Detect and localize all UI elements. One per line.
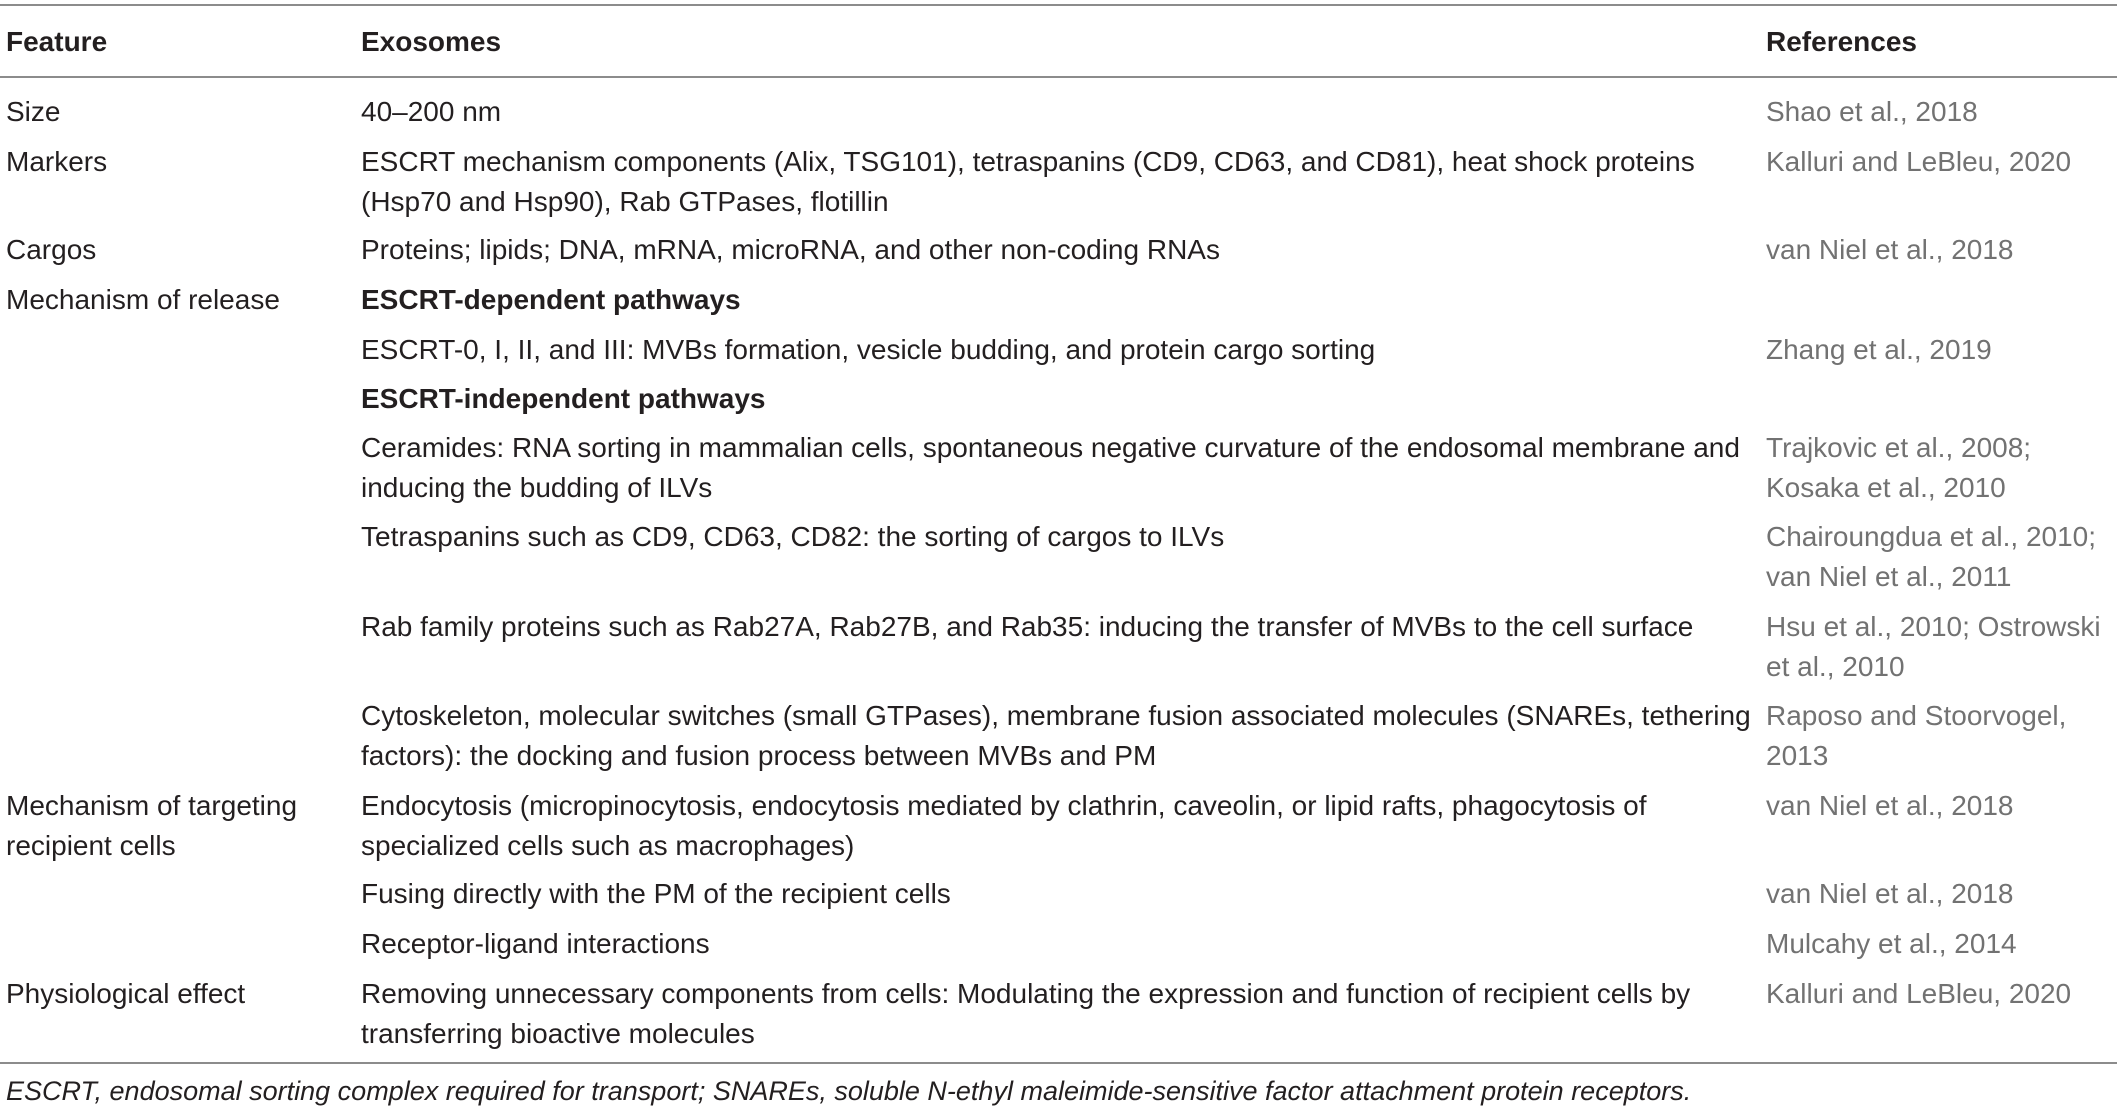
exosomes-cell: Tetraspanins such as CD9, CD63, CD82: the sorting of cargos to ILVs xyxy=(361,521,1225,552)
exosomes-cell: Endocytosis (micropinocytosis, endocytosis mediated by clathrin, caveolin, or lipid rafts, phagocytosis of specialized cells such as macrophages) xyxy=(361,790,1647,861)
reference-cell: Chairoungdua et al., 2010; van Niel et al., 2011 xyxy=(1766,521,2097,592)
column-header-exosomes: Exosomes xyxy=(361,26,502,57)
bottom-rule xyxy=(0,1062,2117,1064)
reference-cell: Zhang et al., 2019 xyxy=(1766,334,1992,365)
exosomes-cell: Ceramides: RNA sorting in mammalian cells, spontaneous negative curvature of the endosomal membrane and inducing the budding of ILVs xyxy=(361,432,1740,503)
reference-cell: van Niel et al., 2018 xyxy=(1766,234,2014,265)
exosomes-cell: Fusing directly with the PM of the recipient cells xyxy=(361,878,951,909)
subheading-cell: ESCRT-dependent pathways xyxy=(361,284,741,315)
column-header-references: References xyxy=(1766,26,1917,57)
feature-cell: Mechanism of targeting recipient cells xyxy=(6,790,298,861)
feature-cell: Size xyxy=(6,96,61,127)
exosomes-cell: Receptor-ligand interactions xyxy=(361,928,710,959)
exosomes-cell: Removing unnecessary components from cells: Modulating the expression and function of recipient cells by transferring bioactive molecules xyxy=(361,978,1691,1049)
reference-cell: Hsu et al., 2010; Ostrowski et al., 2010 xyxy=(1766,611,2101,682)
reference-cell: Mulcahy et al., 2014 xyxy=(1766,928,2017,959)
column-header-feature: Feature xyxy=(6,26,108,57)
subheading-cell: ESCRT-independent pathways xyxy=(361,383,766,414)
exosomes-cell: 40–200 nm xyxy=(361,96,502,127)
reference-cell: Trajkovic et al., 2008; Kosaka et al., 2010 xyxy=(1766,432,2032,503)
reference-cell: Kalluri and LeBleu, 2020 xyxy=(1766,978,2072,1009)
header-rule xyxy=(0,76,2117,78)
reference-cell: Shao et al., 2018 xyxy=(1766,96,1978,127)
table-footnote: ESCRT, endosomal sorting complex required for transport; SNAREs, soluble N-ethyl maleimide-sensitive factor attachment protein receptors. xyxy=(6,1076,1692,1106)
exosomes-cell: ESCRT-0, I, II, and III: MVBs formation, vesicle budding, and protein cargo sorting xyxy=(361,334,1376,365)
top-rule xyxy=(0,4,2117,6)
feature-cell: Physiological effect xyxy=(6,978,246,1009)
exosomes-cell: Proteins; lipids; DNA, mRNA, microRNA, and other non-coding RNAs xyxy=(361,234,1220,265)
reference-cell: van Niel et al., 2018 xyxy=(1766,790,2014,821)
reference-cell: Kalluri and LeBleu, 2020 xyxy=(1766,146,2072,177)
feature-cell: Markers xyxy=(6,146,108,177)
exosomes-cell: ESCRT mechanism components (Alix, TSG101), tetraspanins (CD9, CD63, and CD81), heat shock proteins (Hsp70 and Hsp90), Rab GTPases, flotillin xyxy=(361,146,1695,217)
feature-cell: Cargos xyxy=(6,234,97,265)
feature-cell: Mechanism of release xyxy=(6,284,280,315)
reference-cell: van Niel et al., 2018 xyxy=(1766,878,2014,909)
exosomes-cell: Rab family proteins such as Rab27A, Rab27B, and Rab35: inducing the transfer of MVBs to the cell surface xyxy=(361,611,1694,642)
reference-cell: Raposo and Stoorvogel, 2013 xyxy=(1766,700,2067,771)
exosomes-cell: Cytoskeleton, molecular switches (small GTPases), membrane fusion associated molecules (SNAREs, tethering factors): the docking and fusion process between MVBs and PM xyxy=(361,700,1751,771)
